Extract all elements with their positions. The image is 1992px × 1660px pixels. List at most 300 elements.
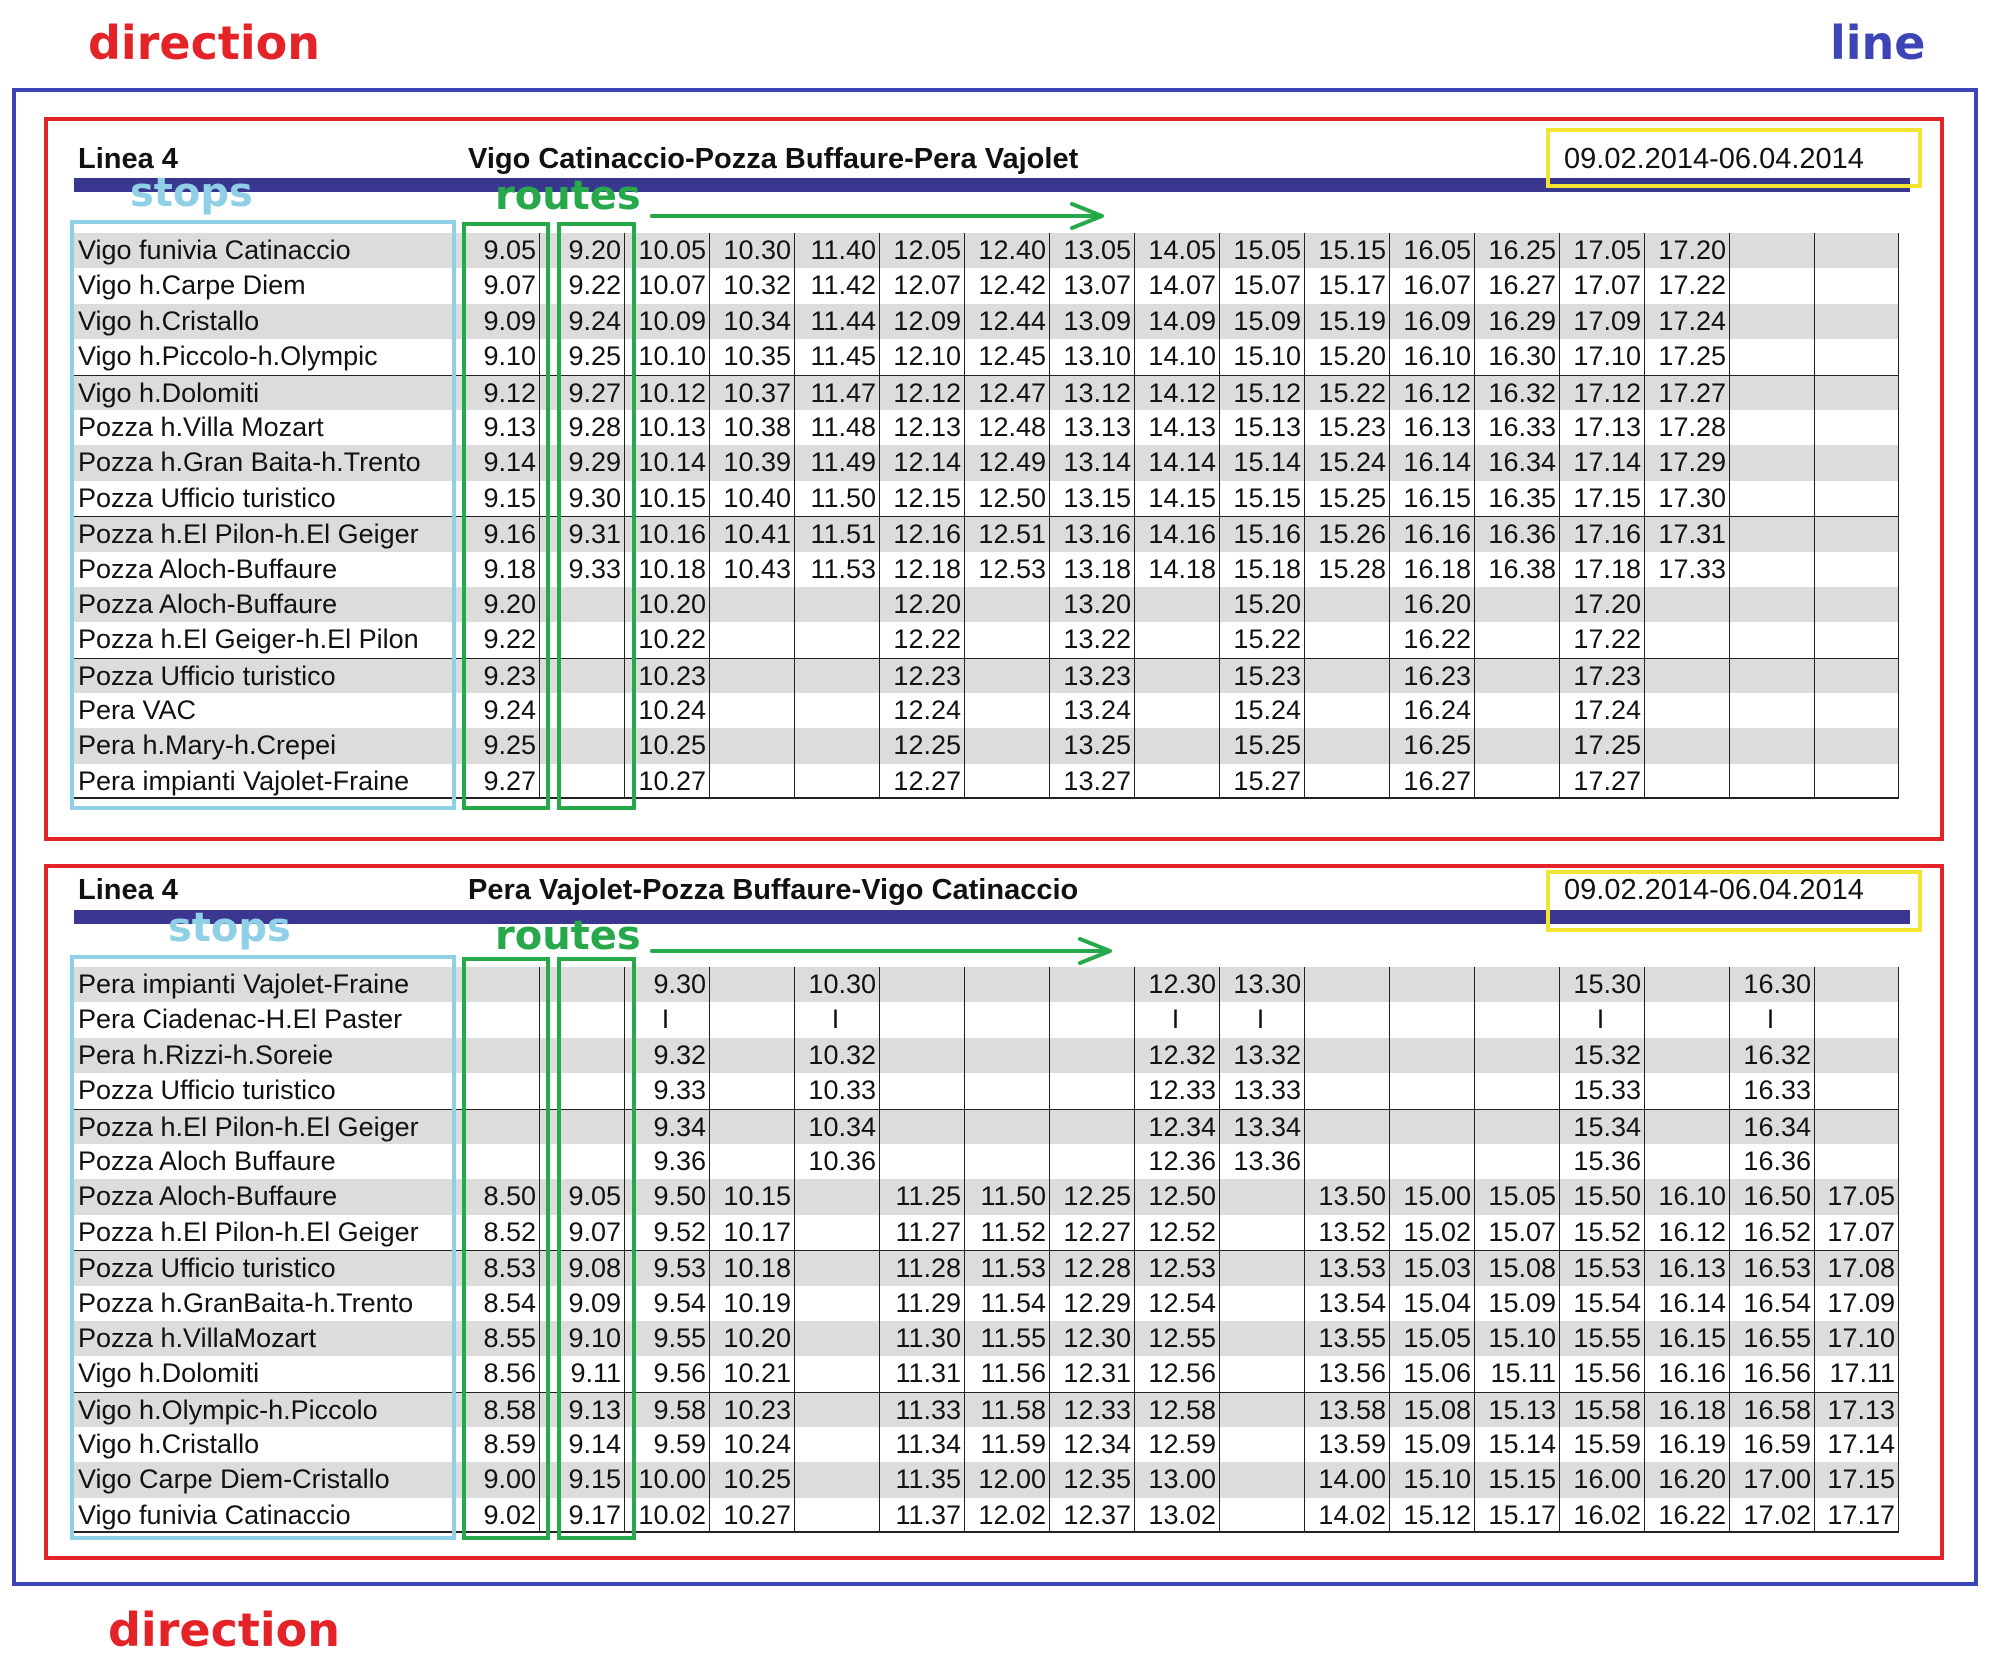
departure-time: 13.10 <box>1049 339 1134 374</box>
departure-time: 16.34 <box>1729 1109 1814 1144</box>
departure-time: 9.25 <box>539 339 624 374</box>
departure-time: 17.02 <box>1729 1498 1814 1533</box>
departure-time: 15.33 <box>1559 1073 1644 1108</box>
departure-time: 15.13 <box>1219 410 1304 445</box>
stop-name: Pera impianti Vajolet-Fraine <box>74 967 454 1002</box>
stop-name: Vigo h.Piccolo-h.Olympic <box>78 341 378 372</box>
departure-time: 9.52 <box>624 1215 709 1250</box>
departure-time: 16.14 <box>1644 1286 1729 1321</box>
departure-time: 16.14 <box>1389 445 1474 480</box>
departure-time: 9.15 <box>454 481 539 516</box>
departure-time: 11.42 <box>794 268 879 303</box>
departure-time: 17.11 <box>1814 1356 1899 1391</box>
departure-time: 12.23 <box>879 658 964 693</box>
departure-time: 10.40 <box>709 481 794 516</box>
departure-time: 9.32 <box>624 1038 709 1073</box>
departure-time: 17.23 <box>1559 658 1644 693</box>
departure-time: 12.33 <box>1134 1073 1219 1108</box>
departure-time: 10.18 <box>624 552 709 587</box>
departure-time: 11.54 <box>964 1286 1049 1321</box>
departure-time: 12.02 <box>964 1498 1049 1533</box>
departure-time: 15.05 <box>1474 1179 1559 1214</box>
departure-time: 10.38 <box>709 410 794 445</box>
departure-time: 16.15 <box>1389 481 1474 516</box>
stop-name: Pozza h.El Geiger-h.El Pilon <box>78 624 419 655</box>
departure-time: 9.18 <box>454 552 539 587</box>
departure-time: 9.20 <box>539 233 624 268</box>
departure-time: 12.25 <box>1049 1179 1134 1214</box>
departure-time: 17.07 <box>1559 268 1644 303</box>
departure-time: 16.27 <box>1389 764 1474 799</box>
departure-time: 9.58 <box>624 1392 709 1427</box>
stop-name: Vigo h.Olympic-h.Piccolo <box>74 1392 454 1427</box>
departure-time: 15.10 <box>1474 1321 1559 1356</box>
departure-time: 17.17 <box>1814 1498 1899 1533</box>
departure-time: 12.33 <box>1049 1392 1134 1427</box>
departure-time: 9.24 <box>454 693 539 728</box>
departure-time: 9.29 <box>539 445 624 480</box>
stop-name: Pera Ciadenac-H.El Paster <box>78 1004 403 1035</box>
departure-time: 17.08 <box>1814 1250 1899 1285</box>
departure-time: 10.21 <box>709 1356 794 1391</box>
departure-time: 13.14 <box>1049 445 1134 480</box>
departure-time: 16.38 <box>1474 552 1559 587</box>
routes-label-1: routes <box>495 173 641 219</box>
departure-time: 15.07 <box>1474 1215 1559 1250</box>
departure-time: 10.20 <box>709 1321 794 1356</box>
departure-time: 16.36 <box>1474 516 1559 551</box>
departure-time: 13.58 <box>1304 1392 1389 1427</box>
departure-time: 8.55 <box>454 1321 539 1356</box>
departure-time: 15.11 <box>1474 1356 1559 1391</box>
departure-time: 10.30 <box>709 233 794 268</box>
departure-time: 13.12 <box>1049 375 1134 410</box>
departure-time: 13.53 <box>1304 1250 1389 1285</box>
departure-time: 13.32 <box>1219 1038 1304 1073</box>
departure-time: 13.09 <box>1049 304 1134 339</box>
departure-time: 16.16 <box>1644 1356 1729 1391</box>
line-label: line <box>1830 16 1926 70</box>
departure-time: 9.07 <box>539 1215 624 1250</box>
departure-time: 13.30 <box>1219 967 1304 1002</box>
departure-time: 17.09 <box>1559 304 1644 339</box>
departure-time: 15.18 <box>1219 552 1304 587</box>
stop-name: Pozza h.VillaMozart <box>74 1321 454 1356</box>
departure-time: 9.27 <box>539 375 624 410</box>
departure-time: 16.10 <box>1389 339 1474 374</box>
stop-name: Pozza h.El Pilon-h.El Geiger <box>74 1109 454 1144</box>
departure-time: 16.24 <box>1389 693 1474 728</box>
departure-time: 10.07 <box>624 268 709 303</box>
departure-time: 17.00 <box>1729 1462 1814 1497</box>
departure-time: 12.56 <box>1134 1356 1219 1391</box>
departure-time: 12.05 <box>879 233 964 268</box>
validity-dates-1: 09.02.2014-06.04.2014 <box>1564 143 1864 175</box>
departure-time: 12.35 <box>1049 1462 1134 1497</box>
departure-time: 8.59 <box>454 1427 539 1462</box>
stop-name: Pozza Ufficio turistico <box>74 658 454 693</box>
departure-time: 15.32 <box>1559 1038 1644 1073</box>
departure-time: 9.05 <box>539 1179 624 1214</box>
departure-time: 16.10 <box>1644 1179 1729 1214</box>
stop-name: Pozza h.GranBaita-h.Trento <box>78 1287 414 1318</box>
route-title-1: Vigo Catinaccio-Pozza Buffaure-Pera Vajolet <box>468 143 1079 175</box>
departure-time: 9.00 <box>454 1462 539 1497</box>
departure-time: 16.19 <box>1644 1427 1729 1462</box>
stop-name: Vigo funivia Catinaccio <box>74 233 454 268</box>
departure-time: 15.17 <box>1474 1498 1559 1533</box>
departure-time: 11.50 <box>794 481 879 516</box>
departure-time: 11.51 <box>794 516 879 551</box>
departure-time: 12.50 <box>1134 1179 1219 1214</box>
departure-time: 13.55 <box>1304 1321 1389 1356</box>
departure-time: 10.14 <box>624 445 709 480</box>
departure-time: 17.16 <box>1559 516 1644 551</box>
departure-time: 17.33 <box>1644 552 1729 587</box>
departure-time: 17.31 <box>1644 516 1729 551</box>
departure-time: 9.25 <box>454 728 539 763</box>
departure-time: 15.52 <box>1559 1215 1644 1250</box>
departure-time: 12.00 <box>964 1462 1049 1497</box>
departure-time: 11.58 <box>964 1392 1049 1427</box>
departure-time: 16.30 <box>1474 339 1559 374</box>
departure-time: 17.25 <box>1559 728 1644 763</box>
departure-time: 11.35 <box>879 1462 964 1497</box>
departure-time: 9.17 <box>539 1498 624 1533</box>
departure-time: 12.49 <box>964 445 1049 480</box>
departure-time: 12.14 <box>879 445 964 480</box>
departure-time: 9.07 <box>454 268 539 303</box>
departure-time: 15.28 <box>1304 552 1389 587</box>
departure-time: 15.02 <box>1389 1215 1474 1250</box>
departure-time: 12.44 <box>964 304 1049 339</box>
stops-label-1: stops <box>130 170 253 216</box>
departure-time: 10.27 <box>709 1498 794 1533</box>
departure-time: 14.12 <box>1134 375 1219 410</box>
departure-time: 17.14 <box>1559 445 1644 480</box>
departure-time: 10.23 <box>709 1392 794 1427</box>
departure-time: 12.16 <box>879 516 964 551</box>
departure-time: 16.12 <box>1389 375 1474 410</box>
departure-time: 9.31 <box>539 516 624 551</box>
departure-time: 13.23 <box>1049 658 1134 693</box>
departure-time: 17.29 <box>1644 445 1729 480</box>
departure-time: 15.30 <box>1559 967 1644 1002</box>
departure-time: 9.30 <box>539 481 624 516</box>
departure-time: 15.59 <box>1559 1427 1644 1462</box>
stop-name: Pozza Ufficio turistico <box>74 1250 454 1285</box>
departure-time: 17.12 <box>1559 375 1644 410</box>
departure-time: 10.12 <box>624 375 709 410</box>
departure-time: 13.33 <box>1219 1073 1304 1108</box>
departure-time: 12.55 <box>1134 1321 1219 1356</box>
departure-time: 16.05 <box>1389 233 1474 268</box>
departure-time: 11.27 <box>879 1215 964 1250</box>
stop-name: Vigo funivia Catinaccio <box>74 1498 454 1533</box>
departure-time: 8.58 <box>454 1392 539 1427</box>
departure-time: 12.25 <box>879 728 964 763</box>
departure-time: 9.28 <box>539 410 624 445</box>
departure-time: 9.24 <box>539 304 624 339</box>
departure-time: I <box>1134 1002 1219 1037</box>
departure-time: 15.19 <box>1304 304 1389 339</box>
departure-time: 15.23 <box>1304 410 1389 445</box>
departure-time: 12.34 <box>1049 1427 1134 1462</box>
departure-time: 15.23 <box>1219 658 1304 693</box>
departure-time: 13.00 <box>1134 1462 1219 1497</box>
departure-time: 11.29 <box>879 1286 964 1321</box>
departure-time: 12.58 <box>1134 1392 1219 1427</box>
departure-time: 14.14 <box>1134 445 1219 480</box>
departure-time: 9.22 <box>454 622 539 657</box>
departure-time: 13.54 <box>1304 1286 1389 1321</box>
departure-time: 9.13 <box>539 1392 624 1427</box>
departure-time: 17.24 <box>1644 304 1729 339</box>
stop-name: Vigo h.Dolomiti <box>78 1358 260 1389</box>
departure-time: 17.15 <box>1814 1462 1899 1497</box>
departure-time: 12.51 <box>964 516 1049 551</box>
departure-time: 15.03 <box>1389 1250 1474 1285</box>
departure-time: 12.53 <box>964 552 1049 587</box>
departure-time: 10.32 <box>709 268 794 303</box>
departure-time: 16.59 <box>1729 1427 1814 1462</box>
departure-time: 12.18 <box>879 552 964 587</box>
departure-time: 13.50 <box>1304 1179 1389 1214</box>
departure-time: 14.15 <box>1134 481 1219 516</box>
departure-time: 9.09 <box>539 1286 624 1321</box>
stop-name: Vigo h.Carpe Diem <box>78 270 306 301</box>
departure-time: 8.52 <box>454 1215 539 1250</box>
departure-time: 9.22 <box>539 268 624 303</box>
departure-time: 17.27 <box>1644 375 1729 410</box>
departure-time: 8.56 <box>454 1356 539 1391</box>
departure-time: 14.13 <box>1134 410 1219 445</box>
departure-time: 9.14 <box>539 1427 624 1462</box>
departure-time: 9.55 <box>624 1321 709 1356</box>
departure-time: 16.53 <box>1729 1250 1814 1285</box>
departure-time: 10.43 <box>709 552 794 587</box>
departure-time: 9.33 <box>624 1073 709 1108</box>
departure-time: 15.14 <box>1219 445 1304 480</box>
departure-time: 17.30 <box>1644 481 1729 516</box>
departure-time: 15.09 <box>1219 304 1304 339</box>
departure-time: 17.27 <box>1559 764 1644 799</box>
departure-time: 16.07 <box>1389 268 1474 303</box>
stop-name: Pozza h.El Pilon-h.El Geiger <box>74 516 454 551</box>
departure-time: 10.19 <box>709 1286 794 1321</box>
departure-time: 10.18 <box>709 1250 794 1285</box>
departure-time: 10.30 <box>794 967 879 1002</box>
departure-time: 17.20 <box>1559 587 1644 622</box>
departure-time: I <box>1729 1002 1814 1037</box>
departure-time: 12.22 <box>879 622 964 657</box>
departure-time: 12.50 <box>964 481 1049 516</box>
stop-name: Pozza h.El Pilon-h.El Geiger <box>78 1216 419 1247</box>
departure-time: 12.28 <box>1049 1250 1134 1285</box>
departure-time: 10.09 <box>624 304 709 339</box>
departure-time: 12.20 <box>879 587 964 622</box>
departure-time: 10.34 <box>709 304 794 339</box>
departure-time: 17.14 <box>1814 1427 1899 1462</box>
departure-time: 13.05 <box>1049 233 1134 268</box>
stops-label-2: stops <box>168 905 291 951</box>
direction-label-top: direction <box>88 16 320 70</box>
departure-time: 10.39 <box>709 445 794 480</box>
departure-time: 15.05 <box>1219 233 1304 268</box>
departure-time: 13.25 <box>1049 728 1134 763</box>
departure-time: 16.15 <box>1644 1321 1729 1356</box>
departure-time: 15.17 <box>1304 268 1389 303</box>
departure-time: 15.09 <box>1474 1286 1559 1321</box>
departure-time: 15.04 <box>1389 1286 1474 1321</box>
stop-name: Pozza Aloch-Buffaure <box>74 1179 454 1214</box>
departure-time: 15.05 <box>1389 1321 1474 1356</box>
departure-time: 9.53 <box>624 1250 709 1285</box>
stop-name: Pozza Ufficio turistico <box>78 482 336 513</box>
departure-time: 12.31 <box>1049 1356 1134 1391</box>
departure-time: 10.35 <box>709 339 794 374</box>
departure-time: 16.13 <box>1389 410 1474 445</box>
departure-time: 16.09 <box>1389 304 1474 339</box>
departure-time: 17.20 <box>1644 233 1729 268</box>
departure-time: 11.47 <box>794 375 879 410</box>
departure-time: 17.05 <box>1814 1179 1899 1214</box>
departure-time: 9.08 <box>539 1250 624 1285</box>
departure-time: 9.10 <box>539 1321 624 1356</box>
departure-time: 11.40 <box>794 233 879 268</box>
departure-time: 11.37 <box>879 1498 964 1533</box>
departure-time: 13.59 <box>1304 1427 1389 1462</box>
departure-time: 15.08 <box>1389 1392 1474 1427</box>
departure-time: 12.42 <box>964 268 1049 303</box>
departure-time: 12.32 <box>1134 1038 1219 1073</box>
departure-time: 17.15 <box>1559 481 1644 516</box>
departure-time: 15.15 <box>1304 233 1389 268</box>
departure-time: 12.15 <box>879 481 964 516</box>
departure-time: 15.07 <box>1219 268 1304 303</box>
departure-time: 8.50 <box>454 1179 539 1214</box>
departure-time: 11.59 <box>964 1427 1049 1462</box>
departure-time: 10.34 <box>794 1109 879 1144</box>
departure-time: 15.53 <box>1559 1250 1644 1285</box>
departure-time: 15.25 <box>1219 728 1304 763</box>
departure-time: 16.52 <box>1729 1215 1814 1250</box>
departure-time: 11.31 <box>879 1356 964 1391</box>
departure-time: I <box>1559 1002 1644 1037</box>
departure-time: 10.24 <box>624 693 709 728</box>
departure-time: 13.20 <box>1049 587 1134 622</box>
departure-time: 15.08 <box>1474 1250 1559 1285</box>
departure-time: 13.22 <box>1049 622 1134 657</box>
departure-time: 17.13 <box>1814 1392 1899 1427</box>
stop-name: Pera VAC <box>78 695 197 726</box>
departure-time: 16.23 <box>1389 658 1474 693</box>
departure-time: 10.00 <box>624 1462 709 1497</box>
departure-time: 9.14 <box>454 445 539 480</box>
departure-time: 15.09 <box>1389 1427 1474 1462</box>
line-number-1: Linea 4 <box>78 143 178 175</box>
departure-time: 13.27 <box>1049 764 1134 799</box>
departure-time: 12.48 <box>964 410 1049 445</box>
departure-time: 10.02 <box>624 1498 709 1533</box>
direction-label-bottom: direction <box>108 1603 340 1657</box>
departure-time: 12.40 <box>964 233 1049 268</box>
departure-time: 15.22 <box>1219 622 1304 657</box>
departure-time: 16.22 <box>1389 622 1474 657</box>
departure-time: 11.52 <box>964 1215 1049 1250</box>
departure-time: 16.55 <box>1729 1321 1814 1356</box>
departure-time: 12.13 <box>879 410 964 445</box>
departure-time: 17.22 <box>1644 268 1729 303</box>
departure-time: 17.25 <box>1644 339 1729 374</box>
departure-time: 11.53 <box>964 1250 1049 1285</box>
departure-time: 10.20 <box>624 587 709 622</box>
departure-time: 10.05 <box>624 233 709 268</box>
departure-time: 17.18 <box>1559 552 1644 587</box>
stop-name: Vigo h.Cristallo <box>78 1429 260 1460</box>
departure-time: 15.15 <box>1474 1462 1559 1497</box>
departure-time: 15.34 <box>1559 1109 1644 1144</box>
departure-time: 15.36 <box>1559 1144 1644 1179</box>
departure-time: 16.54 <box>1729 1286 1814 1321</box>
departure-time: 9.27 <box>454 764 539 799</box>
departure-time: 12.27 <box>1049 1215 1134 1250</box>
departure-time: 15.55 <box>1559 1321 1644 1356</box>
departure-time: I <box>1219 1002 1304 1037</box>
departure-time: 17.28 <box>1644 410 1729 445</box>
stop-name: Pozza h.Gran Baita-h.Trento <box>74 445 454 480</box>
departure-time: 15.50 <box>1559 1179 1644 1214</box>
departure-time: 16.56 <box>1729 1356 1814 1391</box>
departure-time: 17.22 <box>1559 622 1644 657</box>
departure-time: 16.12 <box>1644 1215 1729 1250</box>
departure-time: 15.24 <box>1219 693 1304 728</box>
departure-time: 13.13 <box>1049 410 1134 445</box>
departure-time: 14.10 <box>1134 339 1219 374</box>
departure-time: 9.13 <box>454 410 539 445</box>
stop-name: Pera h.Rizzi-h.Soreie <box>74 1038 454 1073</box>
stop-name: Pozza h.Villa Mozart <box>78 411 324 442</box>
departure-time: 15.22 <box>1304 375 1389 410</box>
departure-time: 16.18 <box>1644 1392 1729 1427</box>
departure-time: 10.17 <box>709 1215 794 1250</box>
departure-time: 15.20 <box>1304 339 1389 374</box>
departure-time: 9.16 <box>454 516 539 551</box>
validity-dates-2: 09.02.2014-06.04.2014 <box>1564 874 1864 906</box>
departure-time: 9.11 <box>539 1356 624 1391</box>
departure-time: 10.23 <box>624 658 709 693</box>
departure-time: 10.10 <box>624 339 709 374</box>
departure-time: 15.15 <box>1219 481 1304 516</box>
departure-time: 10.15 <box>624 481 709 516</box>
departure-time: 13.02 <box>1134 1498 1219 1533</box>
departure-time: 12.59 <box>1134 1427 1219 1462</box>
departure-time: 15.20 <box>1219 587 1304 622</box>
departure-time: 12.27 <box>879 764 964 799</box>
departure-time: 13.34 <box>1219 1109 1304 1144</box>
departure-time: 11.30 <box>879 1321 964 1356</box>
departure-time: 16.27 <box>1474 268 1559 303</box>
departure-time: 17.10 <box>1814 1321 1899 1356</box>
departure-time: 16.50 <box>1729 1179 1814 1214</box>
departure-time: 16.35 <box>1474 481 1559 516</box>
departure-time: 15.24 <box>1304 445 1389 480</box>
departure-time: 10.25 <box>709 1462 794 1497</box>
departure-time: 16.16 <box>1389 516 1474 551</box>
departure-time: 12.07 <box>879 268 964 303</box>
departure-time: 12.37 <box>1049 1498 1134 1533</box>
departure-time: I <box>624 1002 709 1037</box>
